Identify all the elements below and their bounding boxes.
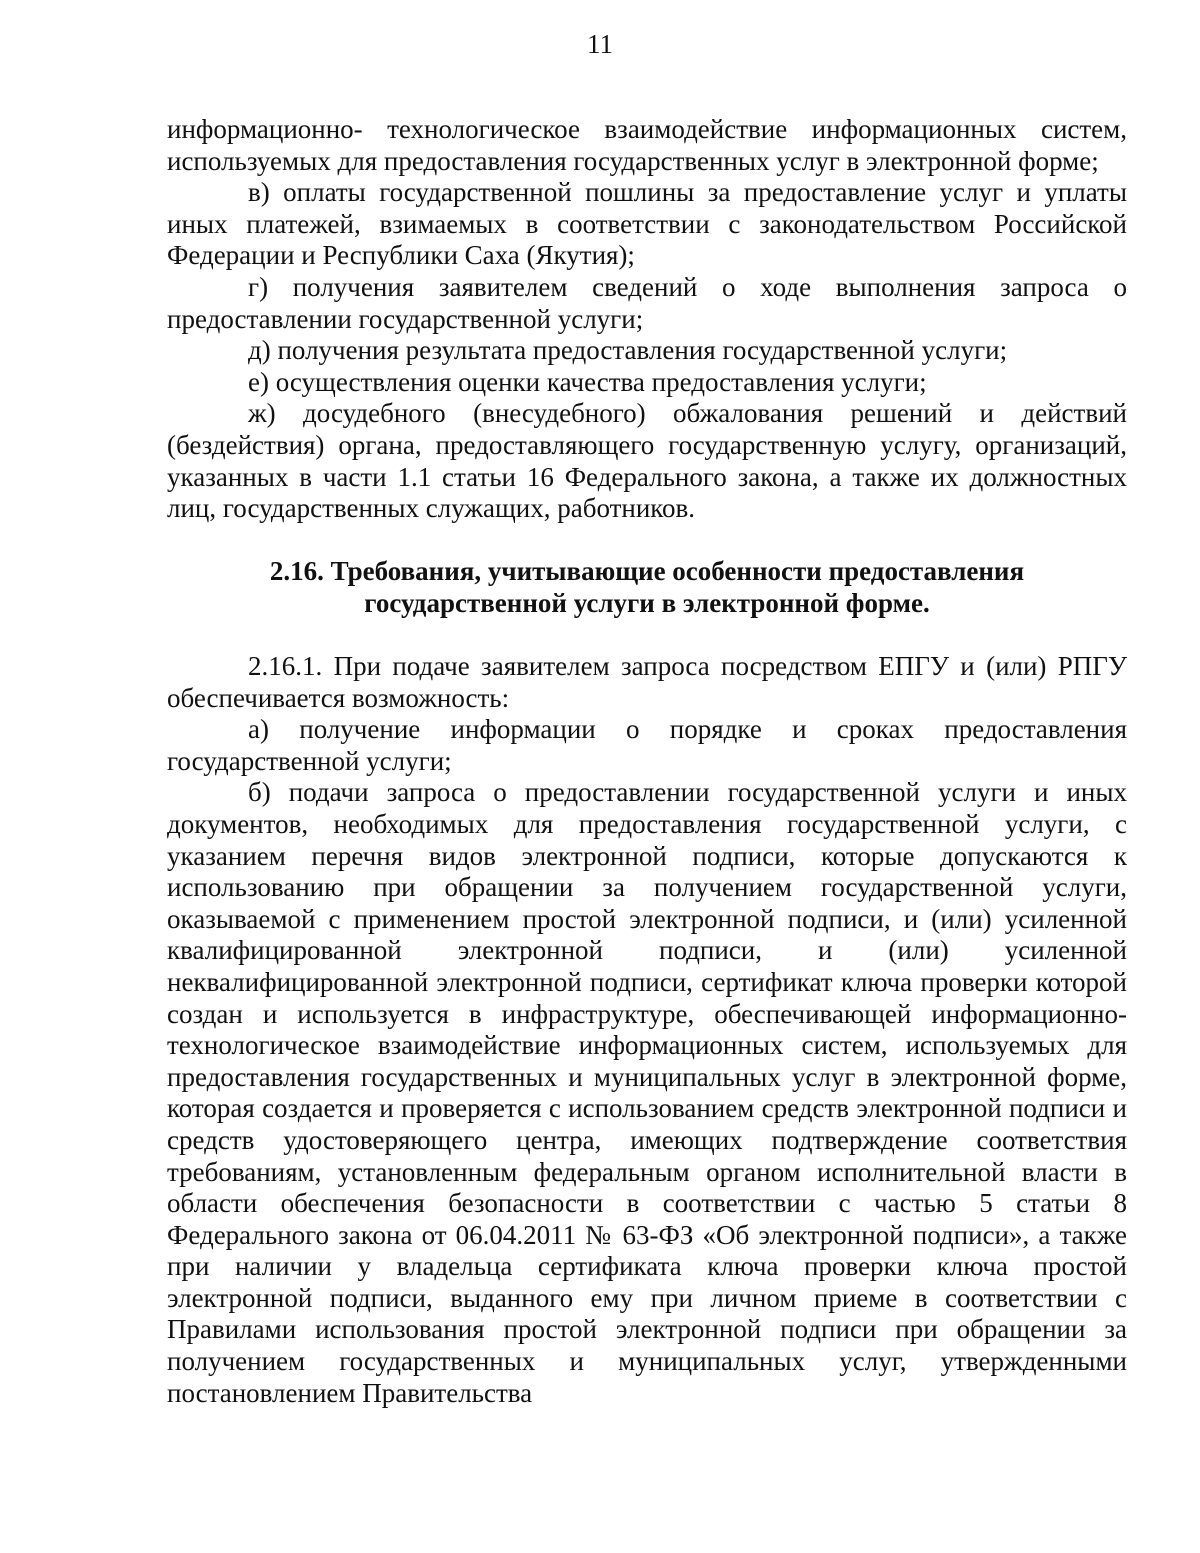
section-heading [167,556,1127,619]
page-number: 11 [587,29,613,59]
body-text-top [167,114,1127,525]
list-item-g: г) получения заявителем сведений о ходе выполнения запроса о предоставлении государственной услуги; [167,271,1127,334]
list-item-v: в) оплаты государственной пошлины за предоставление услуг и уплаты иных платежей, взимаемых в соответствии с законодательством Российской Федерации и Республики Саха (Якутия); [167,177,1127,271]
body-text-bottom [167,651,1127,1409]
section-heading-line-1: 2.16. Требования, учитывающие особенности предоставления [269,556,1025,586]
section-heading-line-2: государственной услуги в электронной форме. [364,587,930,618]
list-item-d: д) получения результата предоставления государственной услуги; [248,335,1008,366]
list-item-a: а) получение информации о порядке и сроках предоставления государственной услуги; [167,714,1127,776]
paragraph-continuation: информационно- технологическое взаимодействие информационных систем, используемых для предоставления государственных услуг в электронной форме; [167,114,1127,176]
list-item-zh: ж) досудебного (внесудебного) обжалования решений и действий (бездействия) органа, предоставляющего государственную услугу, организаций, указанных в части 1.1 статьи 16 Федерального закона, а также их должностных лиц, государственных служащих, работников. [167,398,1127,524]
list-item-e: е) осуществления оценки качества предоставления услуги; [248,366,927,397]
list-item-b: б) подачи запроса о предоставлении государственной услуги и иных документов, необходимых для предоставления государственной услуги, с указанием перечня видов электронной подписи, которые допускаются к использованию при обращении за получением государственной услуги, оказываемой с применением простой электронной подписи, и (или) усиленной квалифицированной электронной подписи, и (или) усиленной неквалифицированной электронной подписи, сертификат ключа проверки которой создан и используется в инфраструктуре, обеспечивающей информационно-технологическое взаимодействие информационных систем, используемых для предоставления государственных и муниципальных услуг в электронной форме, которая создается и проверяется с использованием средств электронной подписи и средств удостоверяющего центра, имеющих подтверждение соответствия требованиям, установленным федеральным органом исполнительной власти в области обеспечения безопасности в соответствии с частью 5 статьи 8 Федерального закона от 06.04.2011 № 63-ФЗ «Об электронной подписи», а также при наличии у владельца сертификата ключа проверки ключа простой электронной подписи, выданного ему при личном приеме в соответствии с Правилами использования простой электронной подписи при обращении за получением государственных и муниципальных услуг, утвержденными постановлением Правительства [167,777,1127,1408]
paragraph-2-16-1: 2.16.1. При подаче заявителем запроса посредством ЕПГУ и (или) РПГУ обеспечивается возможность: [167,651,1127,713]
